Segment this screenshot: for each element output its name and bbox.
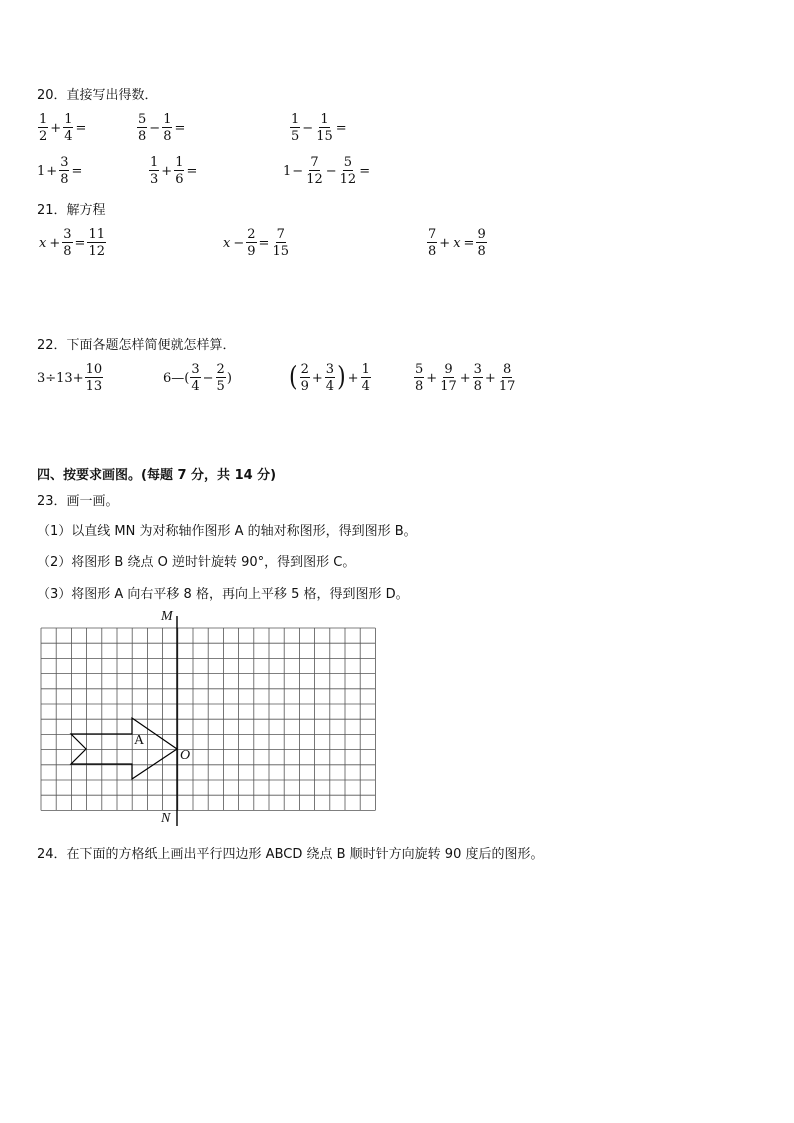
q22-expr-1: 3÷13+ $\frac{10}{13}$ bbox=[37, 362, 103, 394]
q21-equation-1: x + $\frac{3}{8}$ = $\frac{11}{12}$ bbox=[39, 227, 105, 259]
section-4-heading: 四、按要求画图。(每题 7 分，共 14 分) bbox=[37, 468, 277, 483]
q21-equation-3: $\frac{7}{8}$ + x = $\frac{9}{8}$ bbox=[428, 227, 486, 259]
q21-equation-2: x − $\frac{2}{9}$ = $\frac{7}{15}$ bbox=[223, 227, 289, 259]
q20-expr-2: $\frac{5}{8}$ − $\frac{1}{8}$ = bbox=[138, 112, 186, 144]
q23-item-1: （1）以直线 MN 为对称轴作图形 A 的轴对称图形，得到图形 B。 bbox=[37, 524, 417, 539]
q22-expr-3: ( $\frac{2}{9}$ + $\frac{3}{4}$ ) + $\frac{1}{4}$ bbox=[289, 361, 370, 394]
q22-expr-4: $\frac{5}{8}$ + $\frac{9}{17}$ + $\frac{3}{8}$ + $\frac{8}{17}$ bbox=[415, 362, 516, 394]
q20-expr-3: $\frac{1}{5}$ − $\frac{1}{15}$ = bbox=[291, 112, 347, 144]
q20-expr-4: 1 + $\frac{3}{8}$ = bbox=[37, 155, 83, 187]
q23-title: 23．画一画。 bbox=[37, 494, 119, 509]
q23-grid-figure bbox=[40, 612, 380, 830]
q23-item-3: （3）将图形 A 向右平移 8 格，再向上平移 5 格，得到图形 D。 bbox=[37, 587, 409, 602]
label-o: O bbox=[180, 748, 191, 763]
q22-expr-2: 6—( $\frac{3}{4}$ − $\frac{2}{5}$ ) bbox=[163, 362, 232, 394]
q20-expr-5: $\frac{1}{3}$ + $\frac{1}{6}$ = bbox=[150, 155, 198, 187]
grid-lines bbox=[41, 628, 375, 810]
q22-title: 22．下面各题怎样简便就怎样算． bbox=[37, 338, 236, 353]
q20-expr-6: 1 − $\frac{7}{12}$ − $\frac{5}{12}$ = bbox=[283, 155, 371, 187]
q20-expr-1: $\frac{1}{2}$ + $\frac{1}{4}$ = bbox=[39, 112, 87, 144]
label-a: A bbox=[134, 733, 145, 748]
label-m: M bbox=[161, 609, 173, 624]
q21-title: 21．解方程 bbox=[37, 203, 106, 218]
q23-item-2: （2）将图形 B 绕点 O 逆时针旋转 90°，得到图形 C。 bbox=[37, 555, 356, 570]
label-n: N bbox=[161, 811, 171, 826]
q20-title: 20．直接写出得数． bbox=[37, 88, 158, 103]
q24-title: 24．在下面的方格纸上画出平行四边形 ABCD 绕点 B 顺时针方向旋转 90 度后的图形。 bbox=[37, 847, 544, 862]
